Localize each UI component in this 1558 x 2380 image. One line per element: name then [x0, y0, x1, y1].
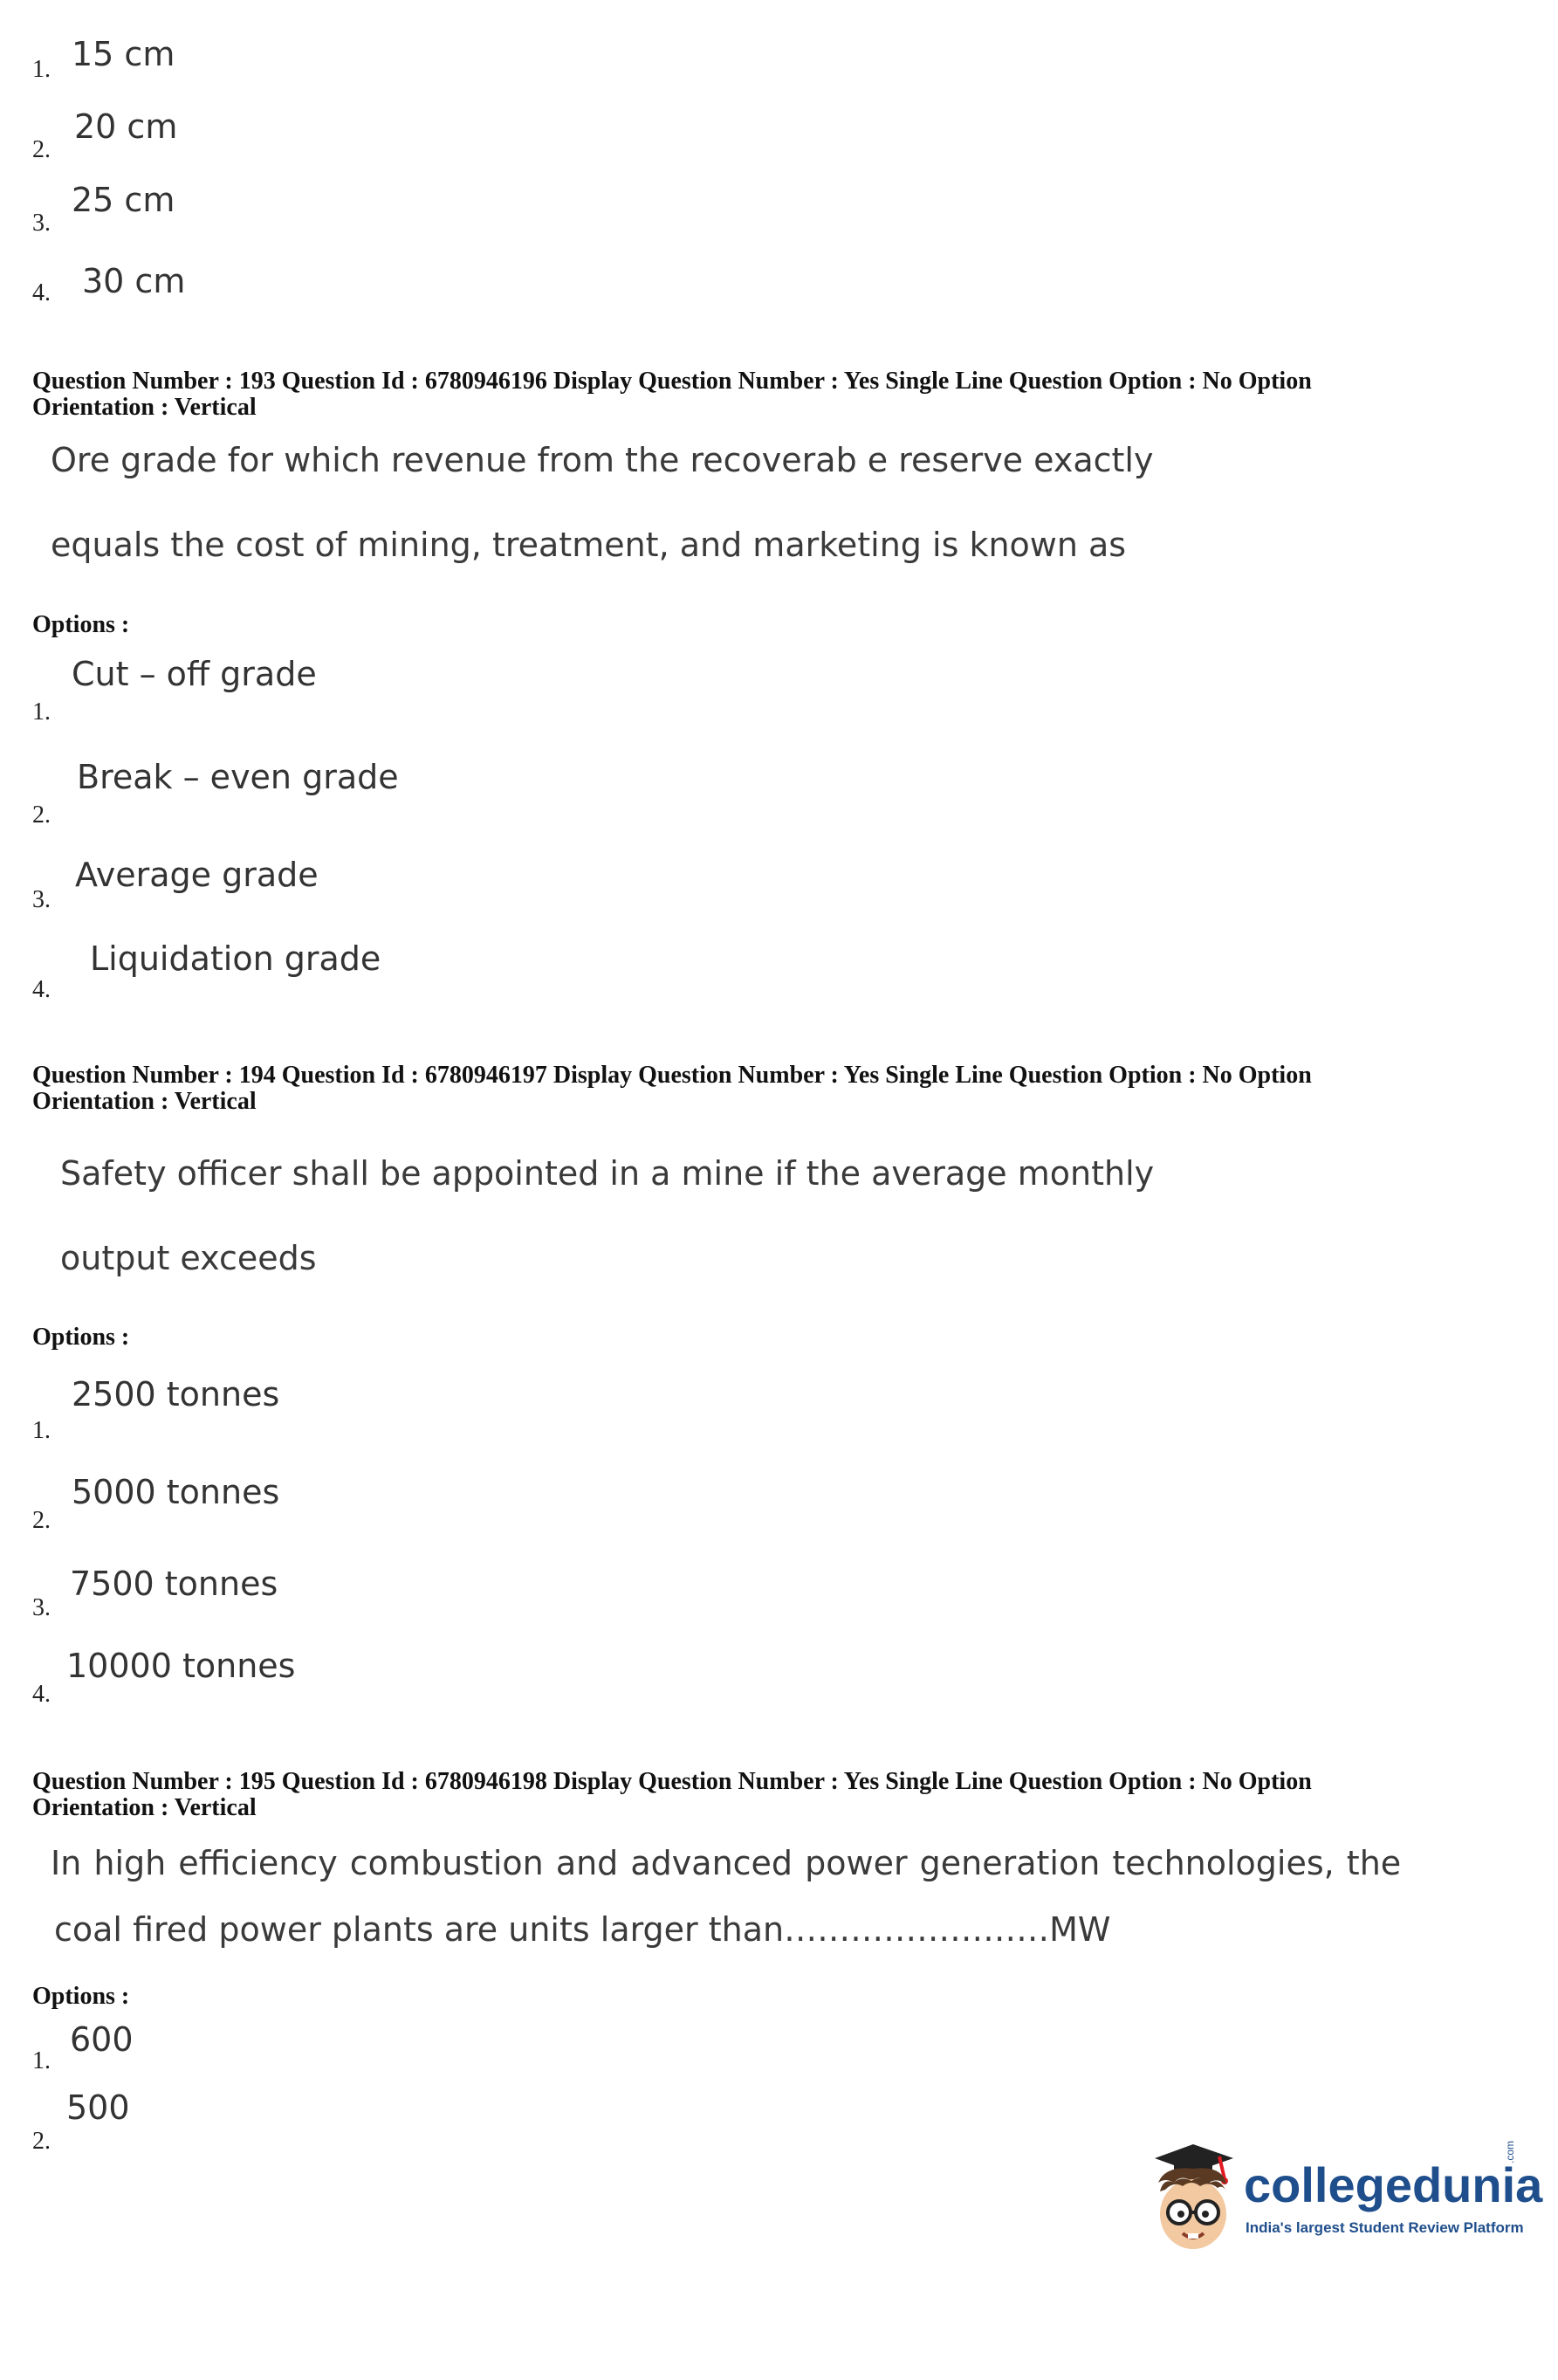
option-text: 25 cm [72, 181, 175, 219]
question-text-line: equals the cost of mining, treatment, and marketing is known as [51, 526, 1127, 564]
question-meta-line1: Question Number : 195 Question Id : 6780946198 Display Question Number : Yes Single Line Question Option : No Option [32, 1768, 1312, 1795]
option-number: 2. [32, 1507, 51, 1534]
question-meta-line1: Question Number : 193 Question Id : 6780946196 Display Question Number : Yes Single Line Question Option : No Option [32, 368, 1312, 395]
option-number: 4. [32, 1681, 51, 1708]
option-number: 3. [32, 210, 51, 237]
option-text: 600 [70, 2020, 134, 2059]
option-number: 3. [32, 1594, 51, 1621]
option-text: 2500 tonnes [72, 1375, 280, 1414]
option-number: 2. [32, 2128, 51, 2155]
collegedunia-logo [1139, 2139, 1543, 2261]
question-text-line: coal fired power plants are units larger than……………………MW [54, 1910, 1111, 1949]
option-text: 5000 tonnes [72, 1473, 280, 1511]
option-number: 4. [32, 279, 51, 306]
option-text: Liquidation grade [90, 939, 381, 978]
logo-wordmark: collegedunia [1244, 2157, 1543, 2212]
question-text-line: output exceeds [60, 1239, 317, 1277]
options-label: Options : [32, 1324, 130, 1351]
option-number: 1. [32, 1417, 51, 1444]
option-text: Cut – off grade [72, 655, 317, 693]
question-text-line: In high efficiency combustion and advanced power generation technologies, the [51, 1844, 1402, 1882]
question-meta-line2: Orientation : Vertical [32, 1088, 257, 1115]
option-text: 500 [66, 2088, 130, 2127]
option-number: 2. [32, 136, 51, 163]
option-number: 2. [32, 801, 51, 829]
question-meta [32, 368, 1516, 421]
option-text: 10000 tonnes [66, 1647, 296, 1685]
question-meta [32, 1063, 1516, 1115]
question-meta-line2: Orientation : Vertical [32, 394, 257, 421]
question-text-line: Safety officer shall be appointed in a mine if the average monthly [60, 1154, 1155, 1193]
options-label: Options : [32, 1983, 130, 2010]
question-text-line: Ore grade for which revenue from the recoverab e reserve exactly [51, 441, 1154, 479]
option-number: 3. [32, 886, 51, 913]
option-number: 4. [32, 976, 51, 1003]
options-label: Options : [32, 611, 130, 638]
logo-com: .com [1504, 2140, 1516, 2163]
question-meta-line1: Question Number : 194 Question Id : 6780946197 Display Question Number : Yes Single Line Question Option : No Option [32, 1062, 1312, 1089]
option-text: Break – even grade [77, 758, 399, 796]
mascot-icon [1139, 2139, 1239, 2261]
option-number: 1. [32, 56, 51, 83]
logo-tagline: India's largest Student Review Platform [1246, 2219, 1524, 2236]
option-number: 1. [32, 698, 51, 726]
option-text: 7500 tonnes [70, 1565, 278, 1603]
question-meta [32, 1769, 1516, 1821]
option-text: Average grade [75, 856, 319, 894]
question-meta-line2: Orientation : Vertical [32, 1794, 257, 1821]
option-number: 1. [32, 2047, 51, 2074]
option-text: 30 cm [82, 262, 186, 300]
option-text: 15 cm [72, 35, 175, 73]
option-text: 20 cm [74, 107, 178, 146]
